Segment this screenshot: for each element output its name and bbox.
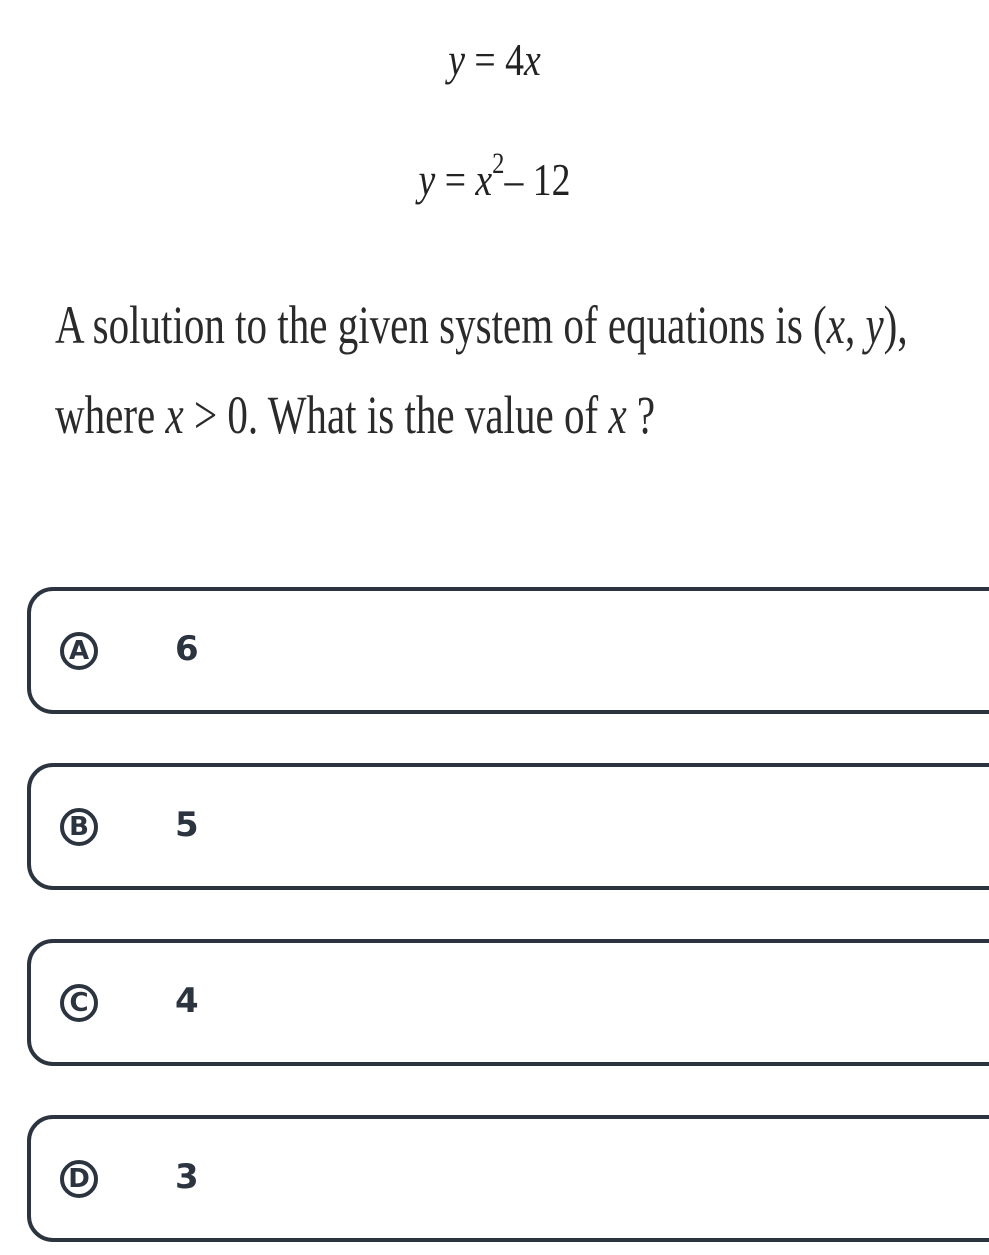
eq1-var: x: [523, 34, 541, 85]
eq2-lhs: y: [418, 154, 436, 205]
eq2-rest: – 12: [504, 154, 571, 205]
question-line1-text: A solution to the given system of equations is (: [55, 295, 827, 355]
choice-a-button[interactable]: [27, 587, 989, 714]
choice-a-letter-badge: A: [60, 632, 98, 670]
eq1-lhs: y: [448, 34, 465, 85]
choice-d-value: 3: [175, 1157, 199, 1197]
eq2-base: x: [475, 154, 493, 205]
choice-c-letter-badge: C: [60, 984, 98, 1022]
choice-a-value: 6: [175, 629, 199, 669]
question-pair-x: x: [826, 295, 845, 355]
choice-d-letter-badge: D: [60, 1160, 98, 1198]
eq1-equals: =: [464, 34, 506, 85]
question-cond-rest: > 0. What is the value of: [183, 385, 609, 445]
choice-c-button[interactable]: [27, 939, 989, 1066]
question-line2-start: where: [55, 385, 166, 445]
question-ask-var: x: [608, 385, 627, 445]
choice-b-value: 5: [175, 805, 199, 845]
choice-b-button[interactable]: [27, 763, 989, 890]
question-cond-var: x: [165, 385, 184, 445]
choice-c-value: 4: [175, 981, 199, 1021]
question-pair-sep: ,: [844, 295, 866, 355]
eq2-equals: =: [435, 154, 476, 205]
choice-d-button[interactable]: [27, 1115, 989, 1242]
question-line1-end: ),: [883, 295, 908, 355]
choice-b-letter-badge: B: [60, 808, 98, 846]
question-pair-y: y: [865, 295, 884, 355]
eq1-coef: 4: [505, 34, 524, 85]
eq2-exponent: 2: [492, 146, 505, 180]
question-ask-end: ?: [626, 385, 656, 445]
